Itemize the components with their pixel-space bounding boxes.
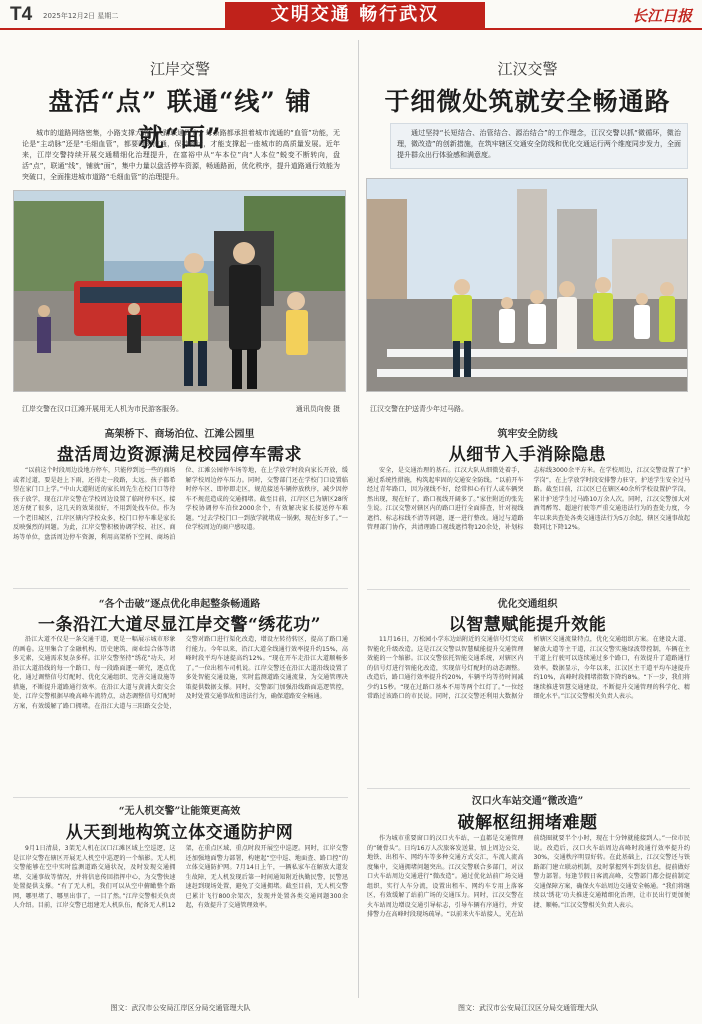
section-divider bbox=[13, 588, 348, 589]
right-s3-body bbox=[367, 834, 690, 996]
newspaper-logo: 长江日报 bbox=[631, 7, 692, 25]
left-s2-text: 沿江大道不仅是一条交通干道，更是一幅展示城市形象的画卷。这里集合了金融机构、历史建筑、商业综合体等诸多元素，交通需求复杂多样。江岸交警坚持“绣花”功夫，对沿江大道沿线的每一个路口、每一段路面逐一研究，逐点优化，通过调整信号灯配时、优化交通组织、完善交通设施等措施，不断提升道路通行效率。在沿江大道与黄浦大街交会处，江岸交警根据早晚高峰车流特点，动态调整信号灯配时方案，有效缓解了路口拥堵。在沿江大道与三阳路交会处，交警对路口进行渠化改造，增设左转待转区，提高了路口通行能力。今年以来，沿江大道全线通行效率提升约15%，高峰时段平均车速提高约12%。“现在开车走沿江大道顺畅多了。”一位出租车司机说。江岸交警还在沿江大道沿线设置了多处智能交通设施，实时监测道路交通流量，为交通管理决策提供数据支撑。同时，交警部门加强沿线路面巡逻管控，及时处置交通事故和违法行为，确保道路安全畅通。 bbox=[13, 636, 348, 710]
page-banner: 文明交通 畅行武汉 bbox=[225, 2, 485, 28]
left-footer-credit: 图文：武汉市公安局江岸区分局交通管理大队 bbox=[110, 1004, 251, 1012]
right-s2-headline: 以智慧赋能提升效能 bbox=[448, 615, 607, 635]
left-photo bbox=[13, 190, 346, 392]
right-s2-body bbox=[367, 635, 690, 785]
left-s3-text: 9月1日清晨，3架无人机在汉口江滩区域上空巡逻，这是江岸交警在辖区开展无人机空中巡逻的一个缩影。无人机交警能够在空中实时监测道路交通状况，及时发现交通拥堵、交通事故等情况，并将信息传回指挥中心，为交警快速处置提供支撑。“有了无人机，我们可以从空中俯瞰整个路网，哪里堵了、哪里出事了，一目了然。”江岸交警相关负责人介绍。目前，江岸交警已组建无人机队伍，配备无人机12架，在重点区域、重点时段开展空中巡逻。同时，江岸交警还加强地面警力部署，构建起“空中巡、地面查、路口控”的立体交通防护网。7月14日上午，一辆私家车在解放大道发生故障，无人机发现后第一时间通知附近执勤民警，民警迅速赶到现场处置，避免了交通拥堵。截至目前，无人机交警已累计飞行800余架次，发现并处置各类交通问题300余起，有效提升了交通管理效率。 bbox=[13, 845, 348, 909]
left-photo-credit: 通讯员向俊 摄 bbox=[295, 405, 340, 413]
right-kicker: 江汉交警 bbox=[497, 60, 558, 78]
left-s2-kicker: “各个击破”逐点优化串起整条畅通路 bbox=[98, 599, 261, 610]
section-divider bbox=[367, 589, 690, 590]
column-divider bbox=[358, 40, 359, 998]
traffic-police-photo bbox=[14, 191, 346, 392]
right-photo bbox=[366, 178, 688, 392]
right-s3-headline: 破解枢纽拥堵难题 bbox=[457, 813, 598, 833]
left-s1-kicker: 高架桥下、商场泊位、江滩公园里 bbox=[104, 429, 255, 440]
crosswalk-photo bbox=[367, 179, 688, 392]
right-s1-kicker: 筑牢安全防线 bbox=[497, 429, 558, 440]
right-s1-body bbox=[367, 466, 690, 586]
section-divider bbox=[367, 788, 690, 789]
left-s3-kicker: “无人机交警”让能策更高效 bbox=[118, 806, 241, 817]
right-s1-headline: 从细节入手消除隐患 bbox=[448, 445, 607, 465]
masthead bbox=[0, 0, 702, 30]
left-headline: 盘活“点” 联通“线” 铺就“面” bbox=[48, 87, 312, 152]
right-headline: 于细微处筑就安全畅通路 bbox=[384, 87, 671, 116]
left-photo-caption: 江岸交警在汉口江滩开展用无人机为市民游客服务。 bbox=[22, 405, 183, 413]
right-s1-text: 安全，是交通治理的基石。江汉大队从细微处着手，通过系统性措施，构筑起牢固的交通安全防线。“以前开车经过青年路口，因为视线不好，经常担心有行人或车辆突然出现，现在好了，路口视线开阔多了。”家住附近的张先生说。江汉交警对辖区内的路口进行全面排查，针对视线遮挡、标志标线不清等问题，逐一进行整改。通过与道路管理部门协作，共清理路口视线遮挡物120余处，补划标志标线3000余平方米。在学校周边，江汉交警设置了“护学岗”，在上学放学时段安排警力驻守，护送学生安全过马路。截至目前，江汉区已在辖区40余所学校设置护学岗，累计护送学生过马路10万余人次。同时，江汉交警加大对酒驾醉驾、超速行驶等严重交通违法行为的查处力度，今年以来共查处各类交通违法行为5万余起，辖区交通事故起数同比下降12%。 bbox=[367, 467, 690, 531]
left-s1-body bbox=[13, 466, 348, 584]
left-s3-headline: 从天到地构筑立体交通防护网 bbox=[65, 823, 294, 843]
left-lead: 城市的道路网络密集，小路支撑大路，大路联通四方，每条路都承担着城市流通的“血管”功能，无论是“主动脉”还是“毛细血管”，都要时刻流通，保持畅达，才能支撑起一座城市的高质量发展。近年来，江岸交警持续开展交通精细化治理提升，在富裕中从“车本位”向“人本位”蜕变不断转向，盘活“点”，联通“线”，铺就“面”，集中力量以盘活停车资源，畅通路面，优化秩序，提升道路通行效能为突破口，全面推进城市道路“毛细血管”的治理提升。 bbox=[22, 129, 340, 181]
left-s1-headline: 盘活周边资源满足校园停车需求 bbox=[57, 445, 302, 465]
right-footer-credit: 图文：武汉市公安局江汉区分局交通管理大队 bbox=[458, 1004, 598, 1012]
right-s2-kicker: 优化交通组织 bbox=[497, 599, 558, 610]
right-photo-caption: 江汉交警在护送青少年过马路。 bbox=[370, 405, 468, 413]
right-s2-text: 11月16日，万松园小学东边站附近的交通信号灯完成智能化升级改造。这是江汉交警以智慧赋能提升交通管理效能的一个缩影。江汉交警依托智能交通系统，对辖区内的信号灯进行智能化改造，实现信号灯配时的动态调整。改造后，路口通行效率提升约20%，车辆平均等待时间减少约15秒。“现在过路口基本不用等两个红灯了。”一位经常路过该路口的市民说。同时，江汉交警还利用大数据分析辖区交通流量特点，优化交通组织方案。在建设大道、解放大道等主干道，江汉交警实施绿波带控制，车辆在主干道上行驶可以连续通过多个路口，有效提升了道路通行效率。数据显示，今年以来，江汉区主干道平均车速提升约10%，高峰时段拥堵指数下降约8%。“下一步，我们将继续推进智慧交通建设，不断提升交通管理的科学化、精细化水平。”江汉交警相关负责人表示。 bbox=[367, 636, 690, 700]
left-s1-text: “以前这个时段周边没地方停车，只能停到远一些的商场或者过道，要是赶上下雨，还得走一段路，太远。孩子都希望在家门口上学。”中山大道附近的家长周先生在校门口等待孩子放学，现在江岸交警在学校周边设置了临时停车区，接送方便了很多，这几天的效果很好，不用到处找车位。作为一个老旧城区，江岸区辖内学校众多，校门口停车难是家长反映强烈的问题。为此，江岸交警积极协调学校、社区、商场等单位，盘活周边停车资源，利用高架桥下空间、商场泊位、江滩公园停车场等地，在上学放学时段向家长开放，缓解学校周边停车压力。同时，交警部门还在学校门口设置临时停车区、即停即走区，规范接送车辆停放秩序，减少因停车不规范造成的交通拥堵。截至目前，江岸区已为辖区28所学校协调停车泊位2000余个，有效解决家长接送停车难题。“过去学校门口一到放学就堵成一锅粥，现在好多了。”一位学校周边的商户感叹道。 bbox=[13, 467, 348, 541]
right-s3-text: 作为城市重要窗口的汉口火车站，一直都是交通管理的“硬骨头”。日均16万人次旅客发送量，加上周边公交、地铁、出租车、网约车等多种交通方式交汇，车流人流高度集中，交通拥堵问题突出。江汉交警联合多部门，对汉口火车站周边交通进行“微改造”。通过优化站前广场交通组织，实行人车分流，设置出租车、网约车专用上落客区，有效缓解了站前广场的交通压力。同时，江汉交警在火车站周边增设交通引导标志，引导车辆有序通行，并安排警力在高峰时段现场疏导。“以前来火车站接人，光在站前绕圈就要半个小时，现在十分钟就能接到人。”一位市民说。改造后，汉口火车站周边高峰时段通行效率提升约30%，交通秩序明显好转。在此基础上，江汉交警还与铁路部门建立联动机制，及时掌握列车到发信息，提前做好警力部署。每逢节假日客流高峰，交警部门都会提前制定交通保障方案，确保火车站周边交通安全畅通。“我们将继续以‘绣花’功夫推进交通精细化治理，让市民出行更加便捷、顺畅。”江汉交警相关负责人表示。 bbox=[367, 835, 690, 918]
left-kicker: 江岸交警 bbox=[149, 60, 210, 78]
issue-date: 2025年12月2日 星期二 bbox=[43, 12, 119, 20]
left-s3-body bbox=[13, 844, 348, 996]
page-number: T4 bbox=[10, 4, 33, 25]
right-s3-kicker: 汉口火车站交通“微改造” bbox=[471, 796, 584, 807]
right-lead: 通过坚持“长短结合、治管结合、源治结合”的工作理念，江汉交警以抓“微循环，微治理，微改造”的创新措施，在筑牢辖区交通安全防线和优化交通运行两个维度同步发力，全面提升群众出行体验感和满意度。 bbox=[390, 123, 688, 169]
left-s2-body bbox=[13, 635, 348, 793]
left-s2-headline: 一条沿江大道尽显江岸交警“绣花功” bbox=[37, 615, 322, 635]
section-divider bbox=[13, 797, 348, 798]
